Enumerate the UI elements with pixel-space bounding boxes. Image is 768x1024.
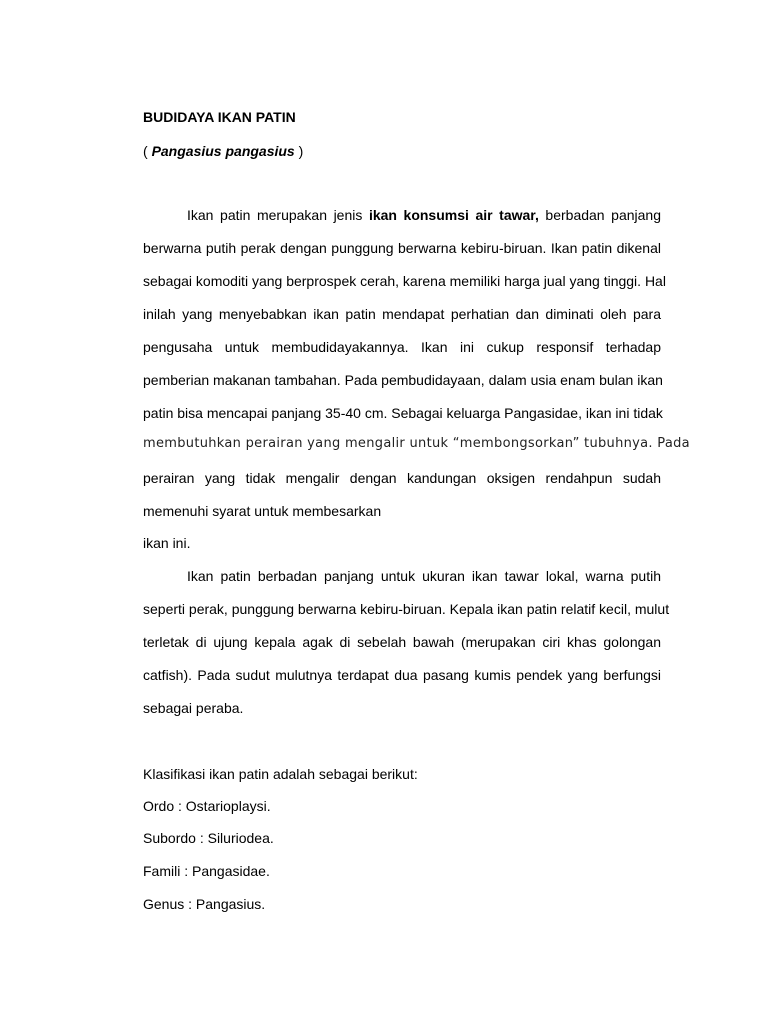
p2-line4: catfish). Pada sudut mulutnya terdapat dua pasang kumis pendek yang berfungsi [143, 667, 661, 683]
classification-famili: Famili : Pangasidae. [143, 863, 270, 879]
document-subtitle [143, 142, 661, 160]
p1-line1-pre: Ikan patin merupakan jenis [187, 207, 369, 223]
p1-line11: ikan ini. [143, 535, 191, 551]
subtitle-open: ( [143, 143, 152, 159]
classification-intro: Klasifikasi ikan patin adalah sebagai berikut: [143, 766, 418, 782]
p1-line3: sebagai komoditi yang berprospek cerah, karena memiliki harga jual yang tinggi. Hal [143, 273, 666, 289]
document-title: BUDIDAYA IKAN PATIN [143, 109, 296, 125]
p2-line2: seperti perak, punggung berwarna kebiru-biruan. Kepala ikan patin relatif kecil, mulut [143, 601, 670, 617]
classification-subordo: Subordo : Siluriodea. [143, 830, 274, 846]
p1-line1-bold: ikan konsumsi air tawar, [368, 207, 539, 223]
classification-ordo: Ordo : Ostarioplaysi. [143, 798, 271, 814]
p1-line5: pengusaha untuk membudidayakannya. Ikan ini cukup responsif terhadap [143, 339, 661, 355]
scientific-name: Pangasius pangasius [151, 143, 295, 159]
p2-line5: sebagai peraba. [143, 700, 244, 716]
p1-line6: pemberian makanan tambahan. Pada pembudidayaan, dalam usia enam bulan ikan [143, 372, 663, 388]
p1-line4: inilah yang menyebabkan ikan patin mendapat perhatian dan diminati oleh para [143, 306, 661, 322]
p1-line1-post: berbadan panjang [538, 207, 661, 223]
subtitle-close: ) [294, 143, 304, 159]
p2-line3: terletak di ujung kepala agak di sebelah bawah (merupakan ciri khas golongan [143, 634, 661, 650]
p1-line1 [143, 206, 661, 224]
p1-line8: membutuhkan perairan yang mengalir untuk “membongsorkan” tubuhnya. Pada [143, 436, 690, 451]
p1-line9: perairan yang tidak mengalir dengan kandungan oksigen rendahpun sudah [143, 470, 661, 486]
p2-line1: Ikan patin berbadan panjang untuk ukuran ikan tawar lokal, warna putih [187, 568, 661, 584]
p1-line2: berwarna putih perak dengan punggung berwarna kebiru-biruan. Ikan patin dikenal [143, 240, 661, 256]
classification-genus: Genus : Pangasius. [143, 896, 266, 912]
p1-line10: memenuhi syarat untuk membesarkan [143, 503, 382, 519]
p1-line7: patin bisa mencapai panjang 35-40 cm. Sebagai keluarga Pangasidae, ikan ini tidak [143, 405, 663, 421]
